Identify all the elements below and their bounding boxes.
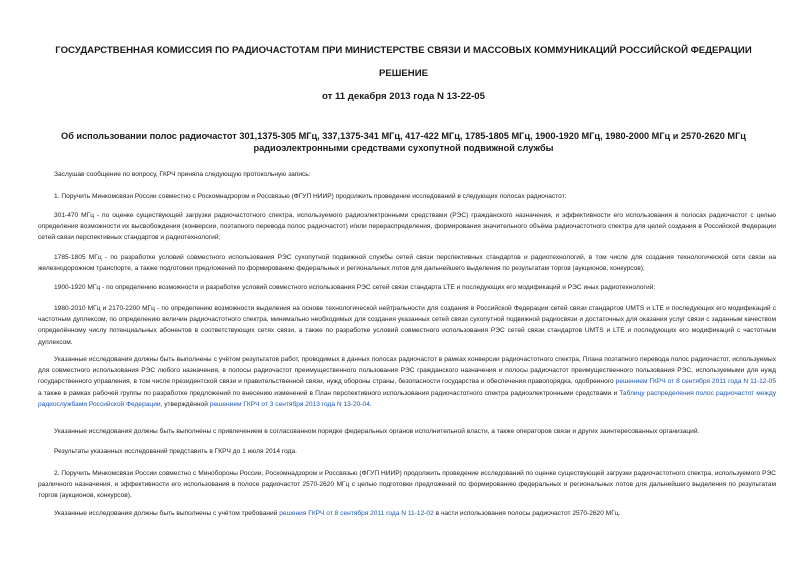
frequency-table-link[interactable]: Таблицу распределения полос радиочастот между радиослужбами Российской Федерации (38, 389, 776, 408)
decision-11-12-05-link[interactable]: решением ГКРЧ от 8 сентября 2011 года N 11-12-05 (615, 378, 776, 386)
document-subject: Об использовании полос радиочастот 301,1375-305 МГц, 337,1375-341 МГц, 417-422 МГц, 1785-1805 МГц, 1900-1920 МГц, 1980-2000 МГц и 2570-2620 МГц радиоэлектронными средствами сухопутной подвижной службы (61, 131, 746, 153)
studies-text-c: , утверждённой (160, 400, 210, 408)
involvement-paragraph: Указанные исследования должны быть выполнены с привлечением в согласованном порядке федеральных органов исполнительной власти, а также операторов связи и других заинтересованных организаций. (54, 428, 700, 435)
document-date-number: от 11 декабря 2013 года N 13-22-05 (322, 91, 485, 102)
band-1785-1805-paragraph: 1785-1805 МГц - по разработке условий совместного использования РЭС сухопутной подвижной службы сетей связи перспективных стандартов и радиотехнологий, в том числе для создания технологической сети связи на железнодорожном транспорте, а также подготовки предложений по формированию федеральных и региональных лотов для дальнейшего выделения по результатам торгов (аукционов, конкурсов); (38, 254, 776, 273)
document-type: РЕШЕНИЕ (378, 68, 429, 79)
studies-text-d: . (369, 400, 372, 408)
deadline-paragraph: Результаты указанных исследований представить в ГКРЧ до 1 июля 2014 года. (54, 448, 297, 455)
studies-conditions-paragraph (38, 354, 776, 410)
requirements-paragraph (38, 508, 776, 519)
item-1-paragraph: 1. Поручить Минкомсвязи России совместно с Роскомнадзором и Россвязью (ФГУП НИИР) продолжить проведение исследований в следующих полосах радиочастот: (54, 193, 567, 200)
studies-text-a: Указанные исследования должны быть выполнены с учётом результатов работ, проводимых в данных полосах радиочастот в рамках конверсии радиочастотного спектра, Плана поэтапного перевода полос радиочастот, используемых для совместного использования РЭС любого назначения, в полосы радиочастот преимущественного пользования РЭС гражданского назначения и полосы радиочастот преимущественного пользования РЭС, используемыми для нужд государственного управления, в том числе президентской связи и правительственной связи, нужд обороны страны, безопасности государства и обеспечения правопорядка, одобренного (38, 356, 776, 386)
studies-text-b: а также в рамках рабочей группы по разработке предложений по внесению изменений в План перспективного использования радиочастотного спектра радиоэлектронными средствами и (38, 389, 620, 397)
band-1980-2010-paragraph: 1980-2010 МГц и 2170-2200 МГц - по определению возможности выделения на основе технологической нейтральности для создания в Российской Федерации сетей связи стандартов UMTS и LTE и последующих его модификаций с частотным дуплексом, по определению величин радиочастотного спектра, минимально необходимых для создания указанных сетей связи сухопутной подвижной радиосвязи и достаточных для оказания услуг связи с заданным качеством определённому числу потенциальных абонентов в соответствующих сетях связи, а также по разработке условий совместного использования РЭС сетей связи стандартов UMTS и LTE и последующих его модификаций с частотным дуплексом. (38, 305, 776, 346)
intro-paragraph: Заслушав сообщение по вопросу, ГКРЧ приняла следующую протокольную запись: (54, 171, 311, 178)
band-301-470-paragraph: 301-470 МГц - по оценке существующей загрузки радиочастотного спектра, используемого радиоэлектронными средствами (РЭС) гражданского назначения, и эффективности его использования в полосах радиочастот с целью определения возможности их высвобождения (конверсии, поэтапного перевода полос радиочастот) и/или перераспределения, формирования значительного объёма радиочастотного спектра для целей создания в Российской Федерации сетей связи перспективных стандартов и радиотехнологий; (38, 212, 776, 242)
band-1900-1920-paragraph: 1900-1920 МГц - по определению возможности и разработке условий совместного использования РЭС сетей связи стандарта LTE и последующих его модификаций и РЭС иных радиотехнологий; (54, 284, 656, 291)
decision-11-12-02-link[interactable]: решения ГКРЧ от 8 сентября 2011 года N 11-12-02 (279, 510, 434, 517)
requirements-text-a: Указанные исследования должны быть выполнены с учётом требований (54, 510, 280, 517)
item-2-paragraph: 2. Поручить Минкомсвязи России совместно с Минобороны России, Роскомнадзором и Россвязью (ФГУП НИИР) продолжить проведение исследований по оценке существующей загрузки радиочастотного спектра, используемого РЭС различного назначения, и эффективности его использования в полосе радиочастот 2570-2620 МГц с целью подготовки предложений по формированию федеральных и региональных лотов для дальнейшего выделения по результатам торгов (аукционов, конкурсов). (38, 470, 776, 500)
commission-heading: ГОСУДАРСТВЕННАЯ КОМИССИЯ ПО РАДИОЧАСТОТАМ ПРИ МИНИСТЕРСТВЕ СВЯЗИ И МАССОВЫХ КОММУНИКАЦИЙ РОССИЙСКОЙ ФЕДЕРАЦИИ (55, 45, 752, 56)
decision-13-20-04-link[interactable]: решением ГКРЧ от 3 сентября 2013 года N 13-20-04 (209, 400, 370, 408)
requirements-text-b: в части использования полосы радиочастот 2570-2620 МГц. (433, 510, 621, 517)
